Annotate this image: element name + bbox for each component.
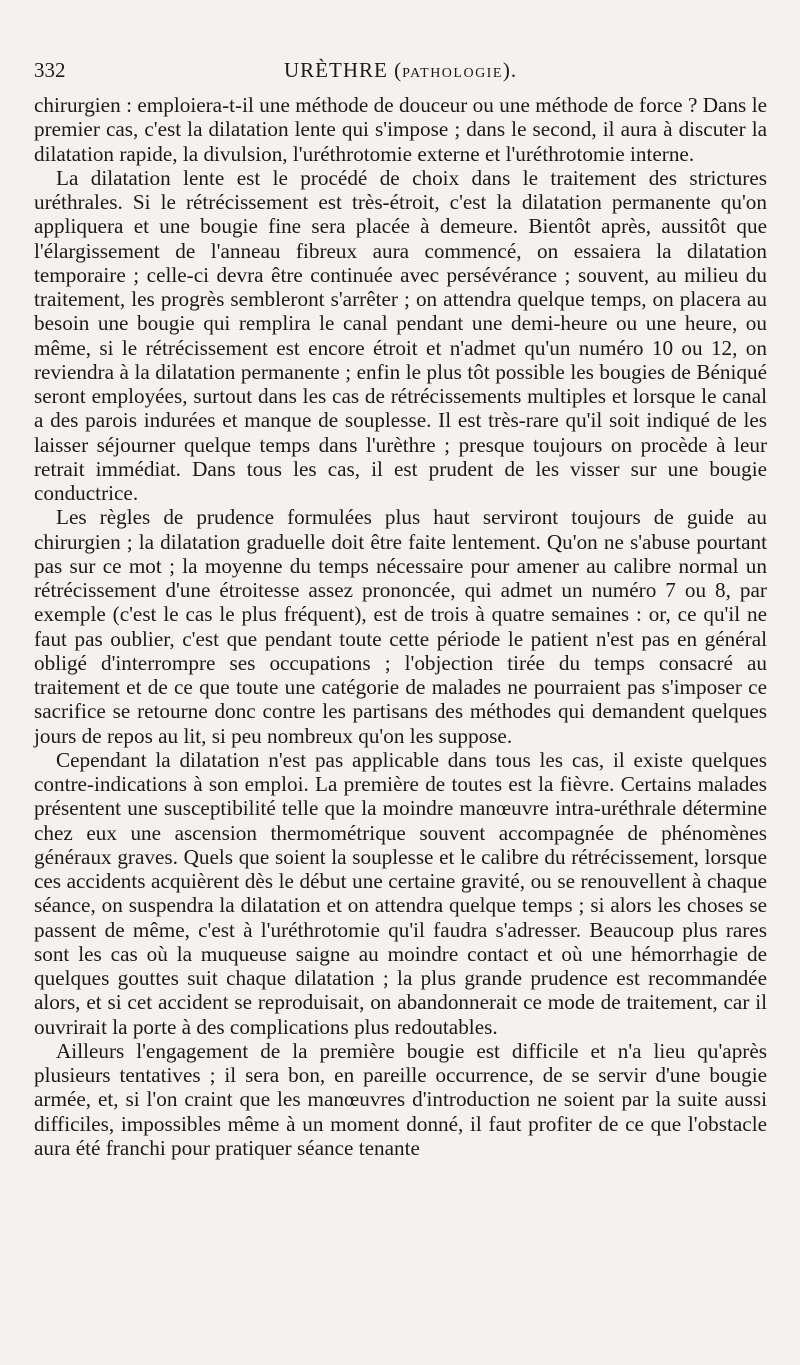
running-title-close: ). [502, 58, 518, 82]
body-text [34, 93, 767, 1160]
page-number: 332 [34, 58, 66, 82]
paragraph-3: Les règles de prudence formulées plus haut serviront toujours de guide au chirurgien ; la dilatation graduelle doit être faite lentement. Qu'on ne s'abuse pourtant pas sur ce mot ; la moyenne du temps nécessaire pour amener au calibre normal un rétrécissement d'une étroitesse assez prononcée, qui admet un numéro 7 ou 8, par exemple (c'est le cas le plus fréquent), est de trois à quatre semaines : or, ce qu'il ne faut pas oublier, c'est que pendant toute cette période le patient n'est pas en général obligé d'interrompre ses occupations ; l'objection tirée du temps consacré au traitement et de ce que toute une catégorie de malades ne pourraient pas s'imposer ce sacrifice se retourne donc contre les partisans des méthodes qui demandent quelques jours de repos au lit, si peu nombreux qu'on les suppose. [34, 505, 767, 748]
page-header [34, 58, 774, 92]
running-title-subject: PATHOLOGIE [402, 66, 503, 81]
running-title-main: URÈTHRE ( [284, 58, 403, 82]
paragraph-2: La dilatation lente est le procédé de choix dans le traitement des strictures uréthrales. Si le rétrécissement est très-étroit, c'est la dilatation permanente qu'on appliquera et une bougie fine sera placée à demeure. Bientôt après, aussitôt que l'élargissement de l'anneau fibreux aura commencé, on essaiera la dilatation temporaire ; celle-ci devra être continuée avec persévérance ; souvent, au milieu du traitement, les progrès sembleront s'arrêter ; on attendra quelque temps, on placera au besoin une bougie qui remplira le canal pendant une demi-heure ou une heure, ou même, si le rétrécissement est encore étroit et n'admet qu'un numéro 10 ou 12, on reviendra à la dilatation permanente ; enfin le plus tôt possible les bougies de Béniqué seront employées, surtout dans les cas de rétrécissements multiples et lorsque le canal a des parois indurées et manque de souplesse. Il est très-rare qu'il soit indiqué de les laisser séjourner quelque temps dans l'urèthre ; presque toujours on procède à leur retrait immédiat. Dans tous les cas, il est prudent de les visser sur une bougie conductrice. [34, 165, 767, 505]
paragraph-4: Cependant la dilatation n'est pas applicable dans tous les cas, il existe quelques contre-indications à son emploi. La première de toutes est la fièvre. Certains malades présentent une susceptibilité telle que la moindre manœuvre intra-uréthrale détermine chez eux une ascension thermométrique souvent accompagnée de phénomènes généraux graves. Quels que soient la souplesse et le calibre du rétrécissement, lorsque ces accidents acquièrent dès le début une certaine gravité, ou se renouvellent à chaque séance, on suspendra la dilatation et on attendra quelque temps ; si alors les choses se passent de même, c'est à l'uréthrotomie qu'il faudra s'adresser. Beaucoup plus rares sont les cas où la muqueuse saigne au moindre contact et où une hémorrhagie de quelques gouttes suit chaque dilatation ; la plus grande prudence est recommandée alors, et si cet accident se reproduisait, on abandonnerait ce mode de traitement, car il ouvrirait la porte à des complications plus redoutables. [34, 747, 767, 1039]
paragraph-1: chirurgien : emploiera-t-il une méthode de douceur ou une méthode de force ? Dans le premier cas, c'est la dilatation lente qui s'impose ; dans le second, il aura à discuter la dilatation rapide, la divulsion, l'uréthrotomie externe et l'uréthrotomie interne. [34, 93, 767, 166]
running-title [284, 58, 517, 83]
paragraph-5: Ailleurs l'engagement de la première bougie est difficile et n'a lieu qu'après plusieurs tentatives ; il sera bon, en pareille occurrence, de se servir d'une bougie armée, et, si l'on craint que les manœuvres d'introduction ne soient par la suite aussi difficiles, impossibles même à un moment donné, il faut profiter de ce que l'obstacle aura été franchi pour pratiquer séance tenante [34, 1038, 767, 1160]
